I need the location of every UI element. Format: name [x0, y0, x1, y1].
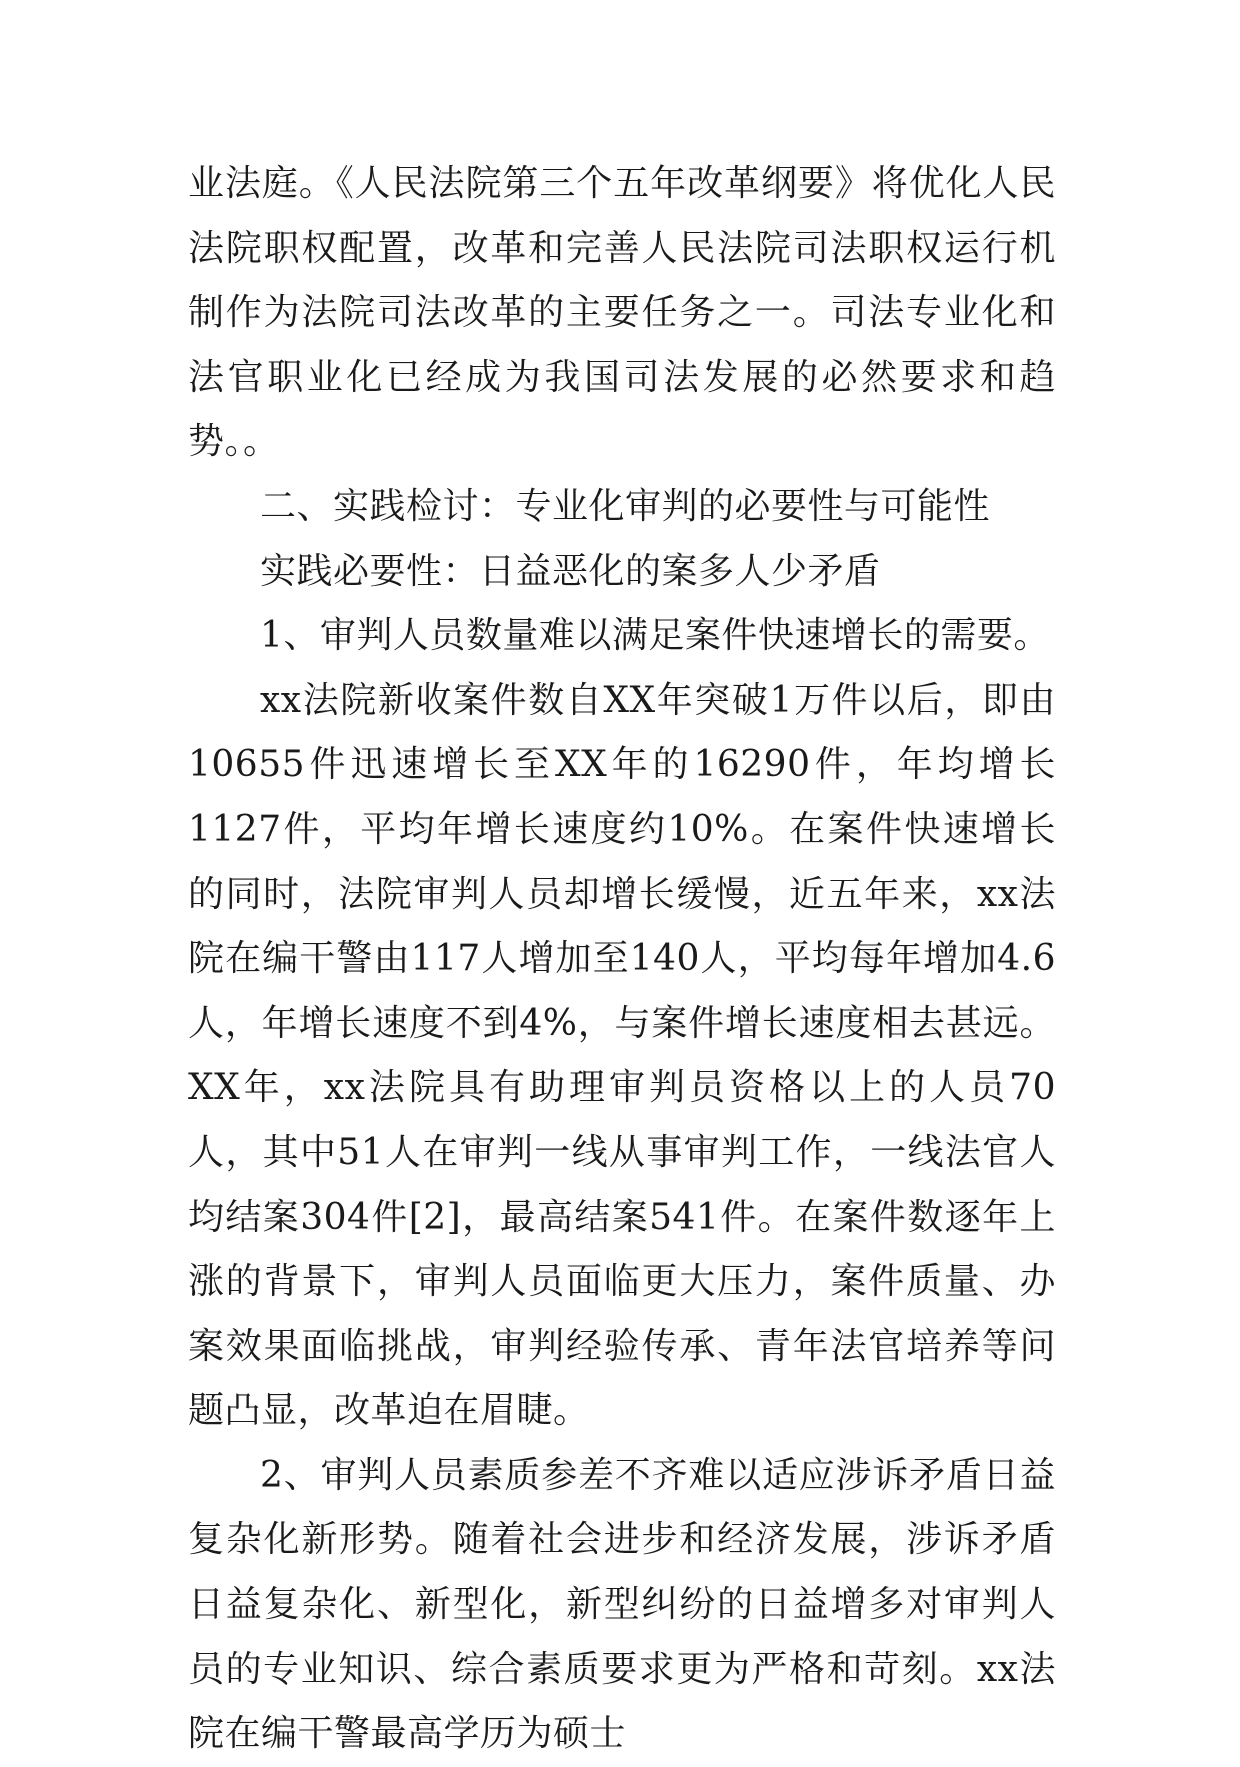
paragraph-point-2: 2、审判人员素质参差不齐难以适应涉诉矛盾日益复杂化新形势。随着社会进步和经济发展，涉诉矛盾日益复杂化、新型化，新型纠纷的日益增多对审判人员的专业知识、综合素质要求更为严格和苛刻。xx法院在编干警最高学历为硕士 [188, 1454, 1056, 1755]
paragraph-statistics: xx法院新收案件数自XX年突破1万件以后，即由10655件迅速增长至XX年的16290件，年均增长1127件，平均年增长速度约10%。在案件快速增长的同时，法院审判人员却增长缓慢，近五年来，xx法院在编干警由117人增加至140人，平均每年增加4.6人，年增长速度不到4%，与案件增长速度相去甚远。XX年，xx法院具有助理审判员资格以上的人员70人，其中51人在审判一线从事审判工作，一线法官人均结案304件[2]，最高结案541件。在案件数逐年上涨的背景下，审判人员面临更大压力，案件质量、办案效果面临挑战，审判经验传承、青年法官培养等问题凸显，改革迫在眉睫。 [188, 679, 1056, 1432]
document-body [188, 152, 1056, 1767]
point-heading-1: 1、审判人员数量难以满足案件快速增长的需要。 [260, 615, 1050, 657]
paragraph-continuation: 业法庭。《人民法院第三个五年改革纲要》将优化人民法院职权配置，改革和完善人民法院司法职权运行机制作为法院司法改革的主要任务之一。司法专业化和法官职业化已经成为我国司法发展的必然要求和趋势。。 [188, 163, 1056, 463]
subsection-heading: 实践必要性：日益恶化的案多人少矛盾 [260, 550, 881, 592]
section-heading: 二、实践检讨：专业化审判的必要性与可能性 [260, 485, 991, 527]
